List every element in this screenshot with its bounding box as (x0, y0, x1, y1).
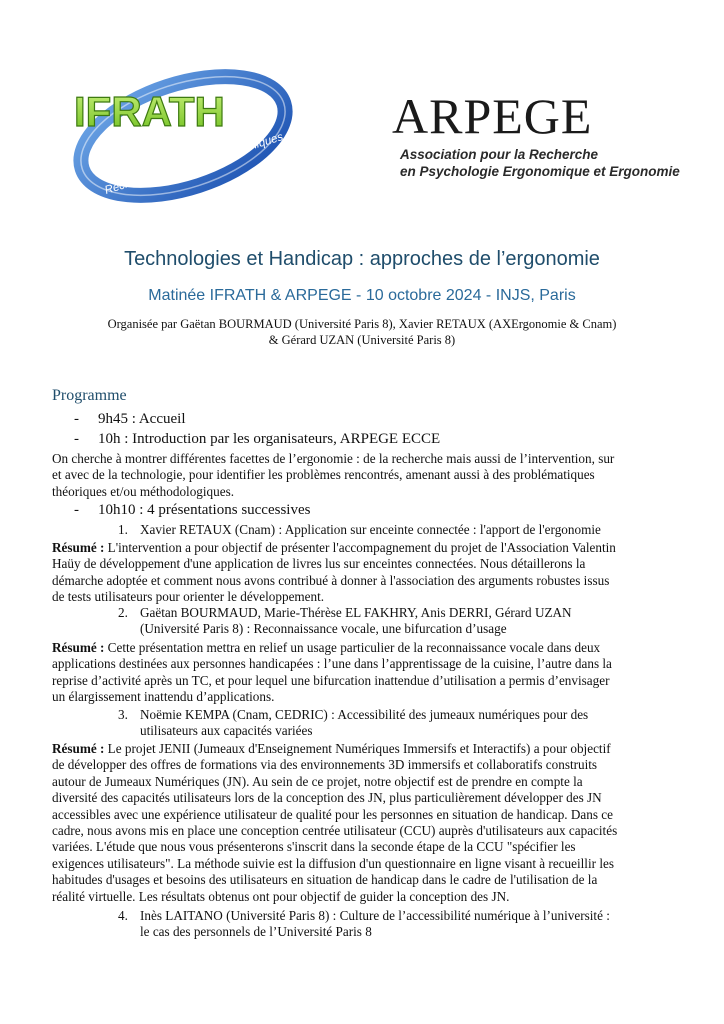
text-line: habitudes d'usages et besoins des utilisateurs en situation de handicap dans le cadre de l'utilisation de la (52, 872, 598, 888)
presentation-2-title (118, 605, 678, 638)
text-line: de tests utilisateurs pour orienter le développement. (52, 589, 325, 605)
page-subtitle: Matinée IFRATH & ARPEGE - 10 octobre 2024 - INJS, Paris (148, 287, 576, 304)
text-line: On cherche à montrer différentes facettes de l’ergonomie : de la recherche mais aussi de l’intervention, sur (52, 451, 615, 466)
text-line: le cas des personnels de l’Université Paris 8 (140, 924, 372, 940)
presentation-number: 4. (118, 908, 128, 923)
programme-item-label: 10h10 : 4 présentations successives (98, 502, 311, 518)
resume-label: Résumé : (52, 540, 105, 555)
presentation-number: 1. (118, 522, 128, 537)
text-line: un élargissement inattendu d’applications. (52, 689, 275, 705)
organizers-line-2: & Gérard UZAN (Université Paris 8) (268, 333, 456, 347)
introduction-paragraph (52, 451, 676, 500)
text-line: Xavier RETAUX (Cnam) : Application sur enceinte connectée : l'apport de l'ergonomie (140, 522, 601, 537)
text-line: accessibles avec une expérience utilisateur de qualité pour les personnes en situation de handicap. Dans ce (52, 806, 613, 822)
organizers-line-1: Organisée par Gaëtan BOURMAUD (Université Paris 8), Xavier RETAUX (AXErgonomie & Cnam) (107, 317, 617, 331)
ifrath-tagline: Recherche sur les Aides Techniques (103, 131, 285, 197)
text-line: démarche adoptée et comment nous avons contribué à donner à l'association des arguments robustes issus (52, 572, 610, 588)
bullet-dash: - (74, 502, 79, 518)
text-line: variées. L'étude que nous vous présenterons s'inscrit dans la seconde étape de la CCU "spécifier les (52, 839, 576, 855)
programme-item-label: 9h45 : Accueil (98, 411, 186, 427)
programme-item-label: 10h : Introduction par les organisateurs, ARPEGE ECCE (98, 431, 441, 447)
text-line: L'intervention a pour objectif de présenter l'accompagnement du projet de l'Association Valentin (104, 540, 616, 555)
text-line: diversité des capacités utilisateurs lors de la conception des JN, plus particulièrement développer des JN (52, 790, 602, 806)
ifrath-word: IFRATH (74, 88, 225, 135)
text-line: autour de Jumeaux Numériques (JN). Au sein de ce projet, notre objectif est de prendre en compte la (52, 773, 583, 789)
text-line: cadre, nous avons mis en place une conception centrée utilisateur (CCU) auprès d'utilisateurs aux capacités (52, 823, 618, 839)
text-line: reprise d’activité après un TC, et pour lequel une bifurcation inattendue d’utilisation a permis d’envisager (52, 672, 610, 688)
presentation-1-resume (52, 540, 676, 606)
text-line: Cette présentation mettra en relief un usage particulier de la reconnaissance vocale dans deux (104, 640, 601, 655)
ifrath-logo (68, 58, 298, 208)
text-line: de développer des offres de formations via des environnements 3D immersifs et collaboratifs construits (52, 757, 598, 773)
bullet-dash: - (74, 431, 79, 447)
presentation-number: 2. (118, 605, 128, 620)
presentation-number: 3. (118, 707, 128, 722)
arpege-logo (392, 88, 692, 188)
text-line: Le projet JENII (Jumeaux d'Enseignement Numériques Immersifs et Interactifs) a pour objectif (104, 741, 611, 756)
text-line: Inès LAITANO (Université Paris 8) : Culture de l’accessibilité numérique à l’université : (140, 908, 610, 923)
presentation-4-title (118, 908, 678, 941)
text-line: réalité virtuelle. Les résultats obtenus ont pour objectif de guider la conception des JN. (52, 888, 510, 904)
text-line: et avec de la technologie, pour identifier les problèmes rencontrés, amenant aussi à des problématiques (52, 467, 595, 483)
ifrath-logo-graphic (68, 58, 298, 208)
text-line: Noëmie KEMPA (Cnam, CEDRIC) : Accessibilité des jumeaux numériques pour des (140, 707, 589, 722)
arpege-line1: Association pour la Recherche (400, 147, 599, 162)
text-line: Gaëtan BOURMAUD, Marie-Thérèse EL FAKHRY, Anis DERRI, Gérard UZAN (140, 605, 572, 620)
presentation-1-title (118, 522, 678, 538)
page-title: Technologies et Handicap : approches de l’ergonomie (124, 248, 600, 270)
presentation-3-resume (52, 741, 676, 905)
text-line: exigences utilisateurs". La méthode suivie est la diffusion d'un questionnaire en ligne visant à recueillir les (52, 855, 614, 871)
text-line: applications destinées aux personnes handicapées : l’une dans l’apprentissage de la cuisine, l’autre dans la (52, 656, 612, 672)
arpege-line2: en Psychologie Ergonomique et Ergonomie (400, 164, 680, 179)
arpege-word: ARPEGE (392, 88, 593, 144)
resume-label: Résumé : (52, 741, 105, 756)
text-line: utilisateurs aux capacités variées (140, 723, 313, 739)
text-line: théoriques et/ou méthodologiques. (52, 483, 235, 499)
text-line: Haüy de développement d'une application de livres lus sur enceintes connectées. Nous détaillerons la (52, 556, 586, 572)
text-line: (Université Paris 8) : Reconnaissance vocale, une bifurcation d’usage (140, 621, 507, 637)
presentation-2-resume (52, 640, 676, 706)
programme-heading: Programme (52, 387, 127, 404)
presentation-3-title (118, 707, 678, 740)
bullet-dash: - (74, 411, 79, 427)
resume-label: Résumé : (52, 640, 105, 655)
